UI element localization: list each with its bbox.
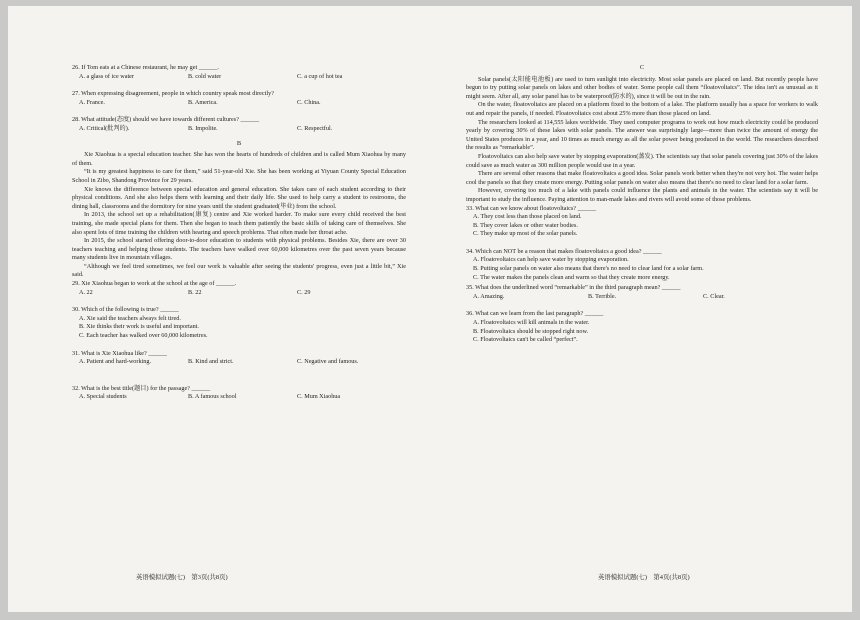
question-33: [466, 205, 818, 239]
question-29: [72, 280, 406, 297]
left-page: [8, 6, 430, 612]
question-stem: 35. What does the underlined word “remarkable” in the third paragraph mean? ______: [466, 284, 681, 292]
option-a: A. France.: [79, 98, 105, 106]
exam-sheet: [8, 6, 852, 612]
option-c: C. China.: [297, 98, 321, 106]
options-row: [72, 358, 406, 367]
option-a: A. Floatovoltaics will kill animals in the water.: [473, 319, 590, 327]
options-row: [72, 99, 406, 108]
question-stem: 32. What is the best title(题目) for the passage? ______: [72, 384, 211, 392]
option-b: B. They cover lakes or other water bodies.: [473, 221, 578, 229]
option-b: B. Floatovoltaics should be stopped right now.: [473, 327, 589, 335]
passage-c: [466, 76, 818, 205]
passage-paragraph: In 2013, the school set up a rehabilitation(康复) centre and Xie worked harder. To make sure every child received the best training, she made special plans for them. Then she began to teach them patiently the basic skills of taking care of themselves. She also spent lots of time training the children with hearing and speech problems. That often made her throat ache.: [72, 211, 406, 236]
option-a: A. Xie said the teachers always felt tired.: [79, 314, 181, 322]
question-stem: 31. What is Xie Xiaohua like? ______: [72, 349, 167, 357]
question-26: [72, 64, 406, 81]
option-a: A. Floatovoltaics can help save water by stopping evaporation.: [473, 256, 629, 264]
left-column: [72, 64, 406, 402]
option-c: C. a cup of hot tea: [297, 72, 343, 80]
passage-paragraph: “Although we feel tired sometimes, we feel our work is valuable after seeing the students' progress, even just a little bit,” Xie said.: [72, 262, 406, 279]
option-a: A. Special students: [79, 393, 127, 401]
option-a: A. Critical(批判的).: [79, 124, 130, 132]
question-32: [72, 385, 406, 402]
option-c: C. Negative and famous.: [297, 358, 359, 366]
option-c: C. Floatovoltaics can't be called “perfect”.: [473, 336, 578, 344]
option-b: B. A famous school: [188, 393, 237, 401]
option-b: B. Xie thinks their work is useful and important.: [79, 323, 199, 331]
option-a: A. They cost less than those placed on land.: [473, 213, 582, 221]
passage-paragraph: Solar panels(太阳能电池板) are used to turn sunlight into electricity. Most solar panels are placed on land. But recently people have begun to try putting solar panels on lakes and other bodies of water. Some people call them “floatovoltaics”. The idea isn't as unusual as it might seem. After all, any solar panel has to be waterproof(防水的), since it will be out in the rain.: [466, 75, 818, 100]
question-31: [72, 350, 406, 367]
option-c: C. They make up most of the solar panels.: [473, 230, 578, 238]
question-stem: 33. What can we know about floatovoltaics? ______: [466, 204, 597, 212]
options-row: [72, 125, 406, 134]
option-c: C. Each teacher has walked over 60,000 kilometres.: [79, 332, 208, 340]
question-stem: 30. Which of the following is true? ______: [72, 306, 179, 314]
option-a: A. Amazing.: [473, 292, 505, 300]
options-row: [72, 289, 406, 298]
option-c: C. Clear.: [703, 292, 725, 300]
question-27: [72, 90, 406, 107]
option-b: B. Impolite.: [188, 124, 218, 132]
passage-paragraph: Xie Xiaohua is a special education teacher. She has won the hearts of hundreds of children and is called Mum Xiaohua by many of them.: [72, 151, 406, 167]
question-stem: 36. What can we learn from the last paragraph? ______: [466, 310, 604, 318]
question-28: [72, 116, 406, 133]
passage-paragraph: Floatovoltaics can also help save water by stopping evaporation(蒸发). The scientists say that solar panels covering just 30% of the lakes could save as much water as 300 million people would use in a year.: [466, 152, 818, 169]
question-stem: 29. Xie Xiaohua began to work at the school at the age of ______.: [72, 280, 237, 288]
options-row: [72, 393, 406, 402]
option-c: C. The water makes the panels clean and warm so that they create more energy.: [473, 273, 670, 281]
question-30: [72, 306, 406, 340]
options-row: [72, 73, 406, 82]
option-c: C. Mum Xiaohua: [297, 393, 341, 401]
page-footer: 英语模拟试题(七) 第4页(共8页): [598, 574, 690, 581]
options-row: [466, 293, 818, 302]
option-a: A. Patient and hard-working.: [79, 358, 151, 366]
passage-paragraph: On the water, floatovoltaics are placed on a platform fixed to the bottom of a lake. The platform usually has a space for workers to walk out and repair the panels, if needed. Floatovoltaics cost about 25% more than those placed on land.: [466, 101, 818, 117]
question-34: [466, 248, 818, 282]
option-b: B. cold water: [188, 72, 222, 80]
option-b: B. Putting solar panels on water also means that there's no need to clear land for a solar farm.: [473, 265, 704, 273]
option-a: A. 22: [79, 288, 93, 296]
option-b: B. Kind and strict.: [188, 358, 234, 366]
option-b: B. America.: [188, 98, 218, 106]
right-page: [430, 6, 852, 612]
passage-b: [72, 151, 406, 280]
passage-paragraph: The researchers looked at 114,555 lakes worldwide. They used computer programs to work out how much electricity could be produced yearly by covering 30% of these lakes with solar panels. The answer was surprisingly large—more than twice the amount of energy the United States produces in a year, and 10 times as much energy as all the solar power being produced in the world. The researchers described the results as “remarkable”.: [466, 118, 818, 152]
option-c: C. Respectful.: [297, 124, 333, 132]
question-stem: 27. When expressing disagreement, people in which country speak most directly?: [72, 90, 274, 98]
question-stem: 34. Which can NOT be a reason that makes floatovoltaics a good idea? ______: [466, 247, 662, 255]
passage-paragraph: In 2015, the school started offering door-to-door education to students with physical problems. Besides Xie, there are over 30 teachers teaching and helping those students. The teachers have walked over 60,000 kilometres over the past seven years because many students live in mountain villages.: [72, 237, 406, 262]
question-35: [466, 284, 818, 301]
page-footer: 英语模拟试题(七) 第3页(共8页): [136, 574, 228, 581]
option-b: B. Terrible.: [588, 292, 617, 300]
passage-paragraph: However, covering too much of a lake with panels could influence the plants and animals in the water. The scientists say it will be important to study the influence. Paying attention to man-made lakes and rivers will avoid some of those problems.: [466, 187, 818, 203]
passage-paragraph: There are several other reasons that make floatovoltaics a good idea. Solar panels work better when they're not very hot. The water helps cool the panels so that they create more energy. Putting solar panels on water also means that there's no need to clear land for a solar farm.: [466, 170, 818, 186]
section-b-heading: B: [236, 139, 242, 147]
option-b: B. 22: [188, 288, 202, 296]
option-c: C. 29: [297, 288, 311, 296]
option-a: A. a glass of ice water: [79, 72, 134, 80]
right-column: [466, 64, 818, 345]
question-stem: 26. If Tom eats at a Chinese restaurant, he may get ______.: [72, 64, 219, 71]
passage-paragraph: Xie knows the difference between special education and general education. She takes care of each student according to their physical conditions. And she also helps them with learning and their daily life. She used to help carry a student to restrooms, the dining hall, classrooms and the dormitory for nine years until the student graduated(毕业) from the school.: [72, 185, 406, 210]
passage-paragraph: “It is my greatest happiness to care for them,” said 51-year-old Xie. She has been working at Yiyuan County Special Education School in Zibo, Shandong Province for 29 years.: [72, 168, 406, 184]
question-stem: 28. What attitude(态度) should we have towards different cultures? ______: [72, 116, 260, 124]
section-c-heading: C: [639, 64, 645, 71]
question-36: [466, 310, 818, 344]
